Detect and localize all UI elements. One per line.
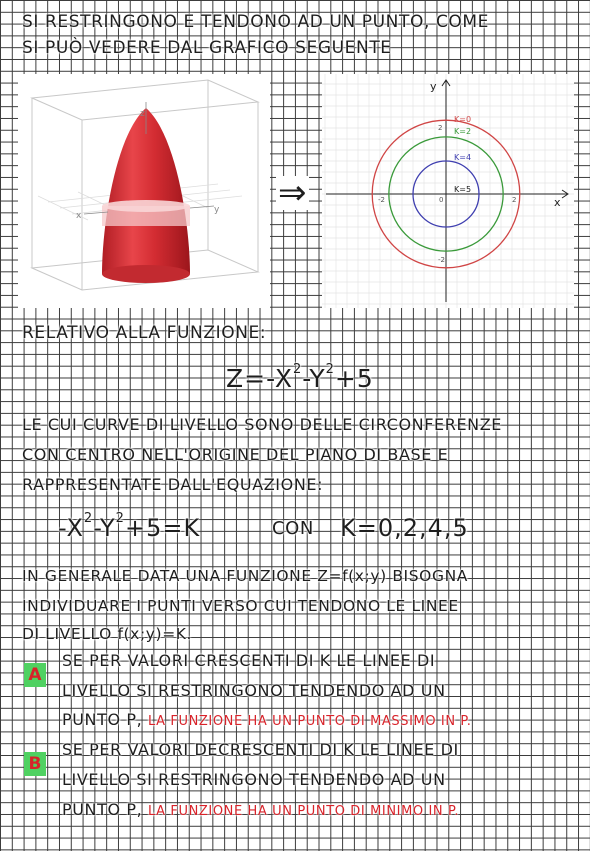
case-b-badge: B (24, 752, 46, 776)
level-eq-c: +5=K (124, 514, 201, 542)
axis-z-label: z (140, 109, 145, 119)
case-a-line-2: LIVELLO SI RESTRINGONO TENDENDO AD UN (62, 681, 446, 700)
axis-x-label: x (76, 211, 82, 221)
intro-line-1: SI RESTRINGONO E TENDONO AD UN PUNTO, COME (22, 12, 490, 32)
general-line-2: INDIVIDUARE I PUNTI VERSO CUI TENDONO LE LINEE (22, 597, 459, 615)
curve-text-line-1: LE CUI CURVE DI LIVELLO SONO DELLE CIRCONFERENZE (22, 415, 502, 434)
tick-label-x-pos2: 2 (512, 196, 517, 204)
general-line-3: DI LIVELLO f(x;y)=K. (22, 625, 193, 643)
case-a-line-3 (62, 710, 472, 729)
paraboloid-base (102, 265, 190, 283)
tick-label-y-neg2: -2 (438, 256, 445, 264)
function-eq-mid: -Y (302, 364, 326, 393)
surface-plot-graphic (18, 74, 270, 308)
axis-y-label: y (214, 205, 220, 215)
curve-text-line-3: RAPPRESENTATE DALL'EQUAZIONE: (22, 475, 324, 494)
function-eq-end: +5 (334, 364, 374, 393)
level-eq-a: -X (58, 514, 84, 542)
level-eq-values: K=0,2,4,5 (340, 514, 469, 542)
level-eq-b: -Y (93, 514, 116, 542)
contour-plot (322, 74, 574, 308)
implies-arrow: ⇒ (278, 173, 307, 213)
level-eq-exp2: 2 (115, 511, 125, 526)
case-b-line-3-red: LA FUNZIONE HA UN PUNTO DI MINIMO IN P. (148, 804, 460, 819)
origin-label: 0 (439, 196, 444, 204)
case-a-line-1: SE PER VALORI CRESCENTI DI K LE LINEE DI (62, 651, 436, 670)
surface-plot (18, 74, 270, 308)
level-label-1: K=2 (454, 127, 472, 136)
case-b-line-1: SE PER VALORI DECRESCENTI DI K LE LINEE DI (62, 740, 459, 759)
function-eq-z: Z=-X (226, 364, 293, 393)
intro-line-2: SI PUÒ VEDERE DAL GRAFICO SEGUENTE (22, 38, 392, 58)
tick-label-x-neg2: -2 (378, 196, 385, 204)
contour-axis-y-label: y (430, 80, 437, 93)
function-eq-exp2: 2 (325, 362, 335, 377)
function-equation (226, 364, 374, 393)
case-a-badge: A (24, 663, 46, 687)
function-eq-exp1: 2 (292, 362, 303, 377)
contour-plot-graphic (322, 74, 574, 308)
level-eq-exp1: 2 (83, 511, 94, 526)
level-equation (58, 511, 201, 542)
tick-label-y-pos2: 2 (438, 124, 443, 132)
case-a-line-3-black: PUNTO P, (62, 710, 143, 729)
case-a-line-3-red: LA FUNZIONE HA UN PUNTO DI MASSIMO IN P. (148, 714, 472, 729)
case-b-line-3 (62, 800, 459, 819)
level-label-2: K=4 (454, 153, 472, 162)
curve-text-line-2: CON CENTRO NELL'ORIGINE DEL PIANO DI BASE E (22, 445, 449, 464)
level-label-3: K=5 (454, 185, 472, 194)
level-eq-con: CON (272, 518, 315, 539)
general-line-1: IN GENERALE DATA UNA FUNZIONE Z=f(x;y) BISOGNA (22, 567, 468, 585)
level-label-0: K=0 (454, 115, 472, 124)
case-b-line-2: LIVELLO SI RESTRINGONO TENDENDO AD UN (62, 770, 446, 789)
relativo-text: RELATIVO ALLA FUNZIONE: (22, 323, 267, 343)
contour-axis-x-label: x (554, 196, 561, 209)
case-b-line-3-black: PUNTO P, (62, 800, 143, 819)
